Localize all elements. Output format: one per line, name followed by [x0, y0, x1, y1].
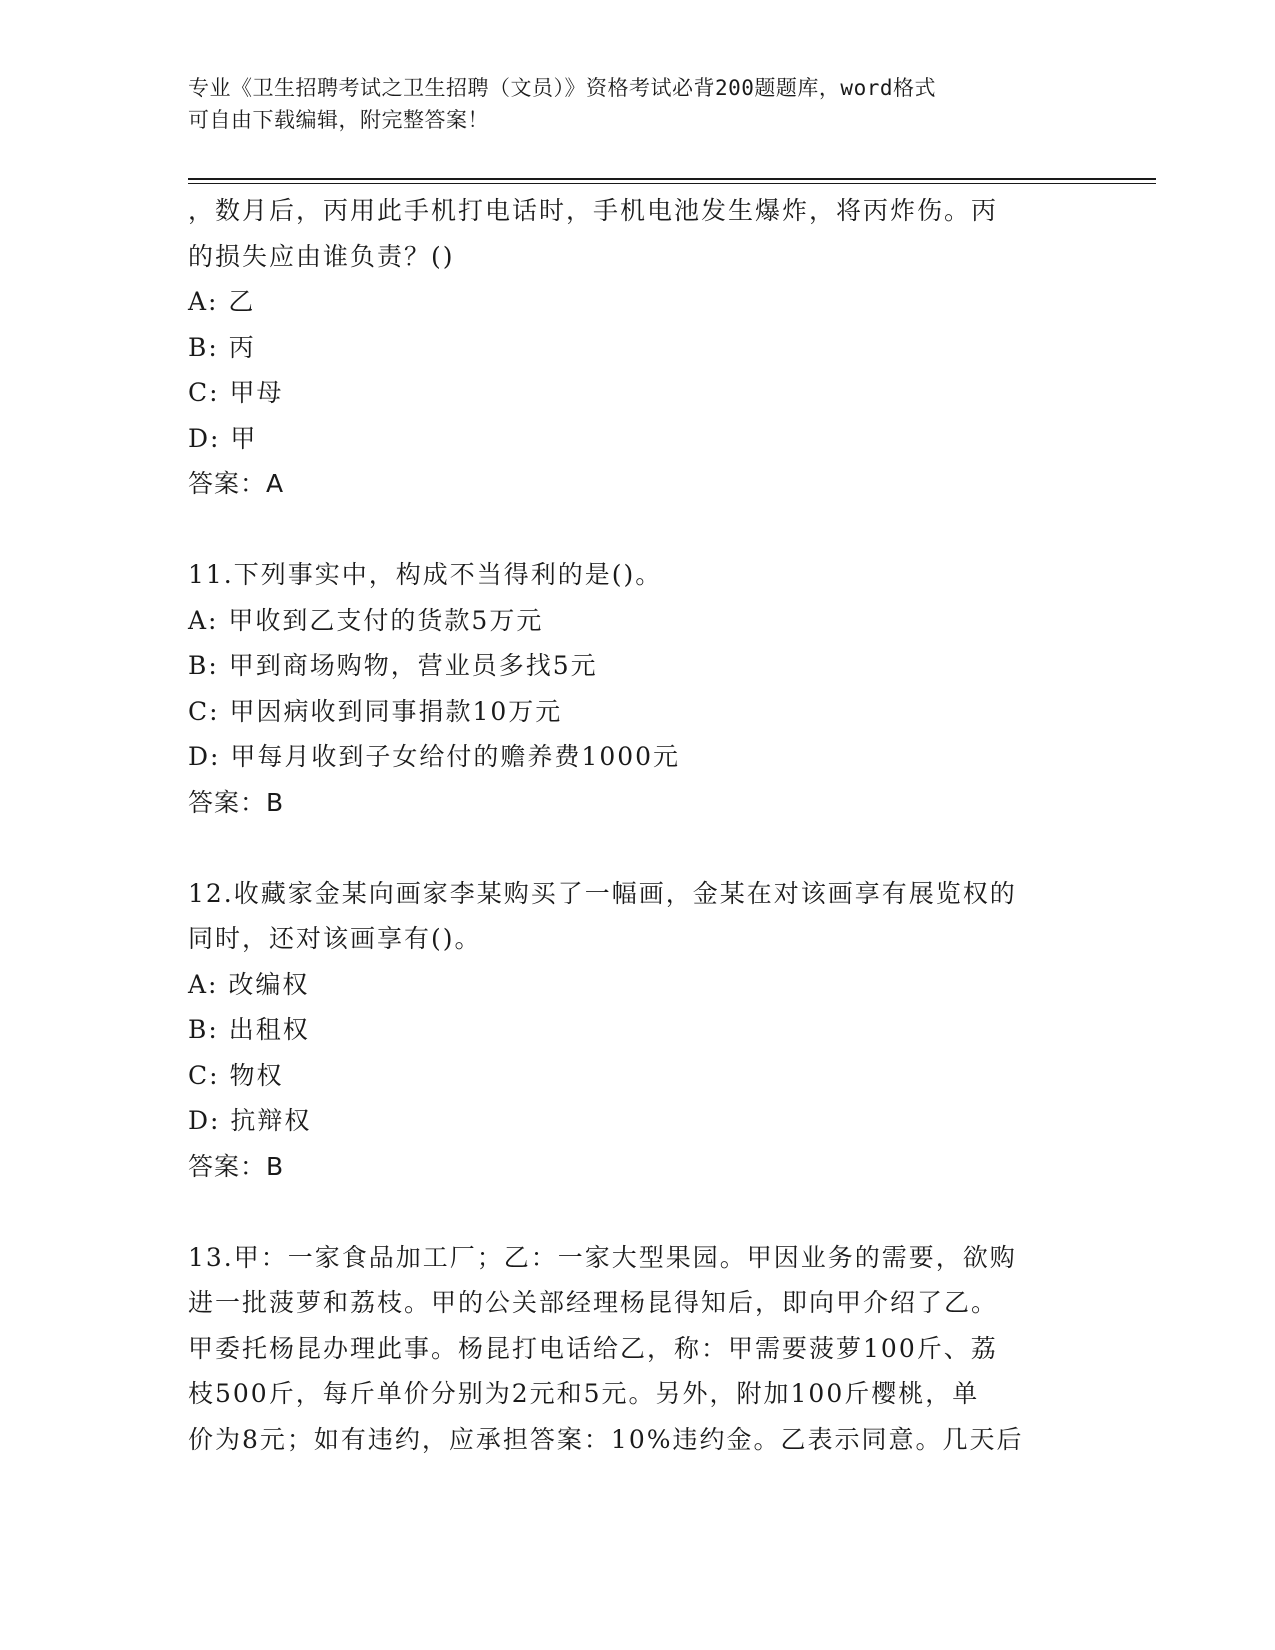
question-11-block — [188, 552, 1088, 825]
question-10-stem-line-2: 的损失应由谁负责？() — [188, 241, 455, 271]
question-12-option-a: A: 改编权 — [188, 969, 310, 999]
question-12-option-c: C: 物权 — [188, 1060, 284, 1090]
document-header — [188, 72, 1068, 136]
question-12-block — [188, 871, 1088, 1190]
question-12-stem-line-2: 同时，还对该画享有()。 — [188, 924, 482, 953]
question-10-block — [188, 188, 1088, 507]
question-13-stem-line-4: 枝500斤，每斤单价分别为2元和5元。另外，附加100斤樱桃，单 — [188, 1379, 980, 1408]
question-10-answer: 答案：A — [188, 469, 285, 498]
question-13-stem-line-1: 13.甲：一家食品加工厂；乙：一家大型果园。甲因业务的需要，欲购 — [188, 1242, 1017, 1272]
question-11-option-d: D: 甲每月收到子女给付的赡养费1000元 — [188, 742, 681, 771]
question-12-option-d: D: 抗辩权 — [188, 1106, 312, 1135]
question-spacer — [188, 1189, 1088, 1235]
question-10-option-c: C: 甲母 — [188, 378, 284, 407]
question-10-option-d: D: 甲 — [188, 423, 258, 453]
question-11-stem-line-1: 11.下列事实中，构成不当得利的是()。 — [188, 560, 663, 589]
header-divider-thick — [188, 178, 1156, 180]
question-13-block — [188, 1235, 1088, 1463]
question-13-stem-line-5: 价为8元；如有违约，应承担答案：10%违约金。乙表示同意。几天后 — [188, 1424, 1024, 1454]
question-12-stem-line-1: 12.收藏家金某向画家李某购买了一幅画，金某在对该画享有展览权的 — [188, 878, 1017, 908]
question-11-option-c: C: 甲因病收到同事捐款10万元 — [188, 696, 563, 726]
question-11-option-a: A: 甲收到乙支付的货款5万元 — [188, 605, 544, 635]
question-12-answer: 答案：B — [188, 1151, 285, 1181]
question-11-answer: 答案：B — [188, 787, 285, 817]
header-title-line-1: 专业《卫生招聘考试之卫生招聘（文员）》资格考试必背200题题库，word格式 — [188, 76, 936, 100]
question-12-option-b: B: 出租权 — [188, 1015, 310, 1044]
question-spacer — [188, 825, 1088, 871]
question-10-option-b: B: 丙 — [188, 332, 256, 362]
question-list — [188, 188, 1088, 1462]
question-13-stem-line-2: 进一批菠萝和荔枝。甲的公关部经理杨昆得知后，即向甲介绍了乙。 — [188, 1288, 999, 1317]
question-13-stem-line-3: 甲委托杨昆办理此事。杨昆打电话给乙，称：甲需要菠萝100斤、荔 — [188, 1333, 998, 1363]
header-divider-thin — [188, 183, 1156, 184]
question-10-stem-line-1: ，数月后，丙用此手机打电话时，手机电池发生爆炸，将丙炸伤。丙 — [188, 196, 999, 225]
question-spacer — [188, 507, 1088, 553]
question-10-option-a: A: 乙 — [188, 287, 256, 316]
header-title-line-2: 可自由下载编辑，附完整答案！ — [188, 108, 489, 132]
question-11-option-b: B: 甲到商场购物，营业员多找5元 — [188, 651, 598, 680]
